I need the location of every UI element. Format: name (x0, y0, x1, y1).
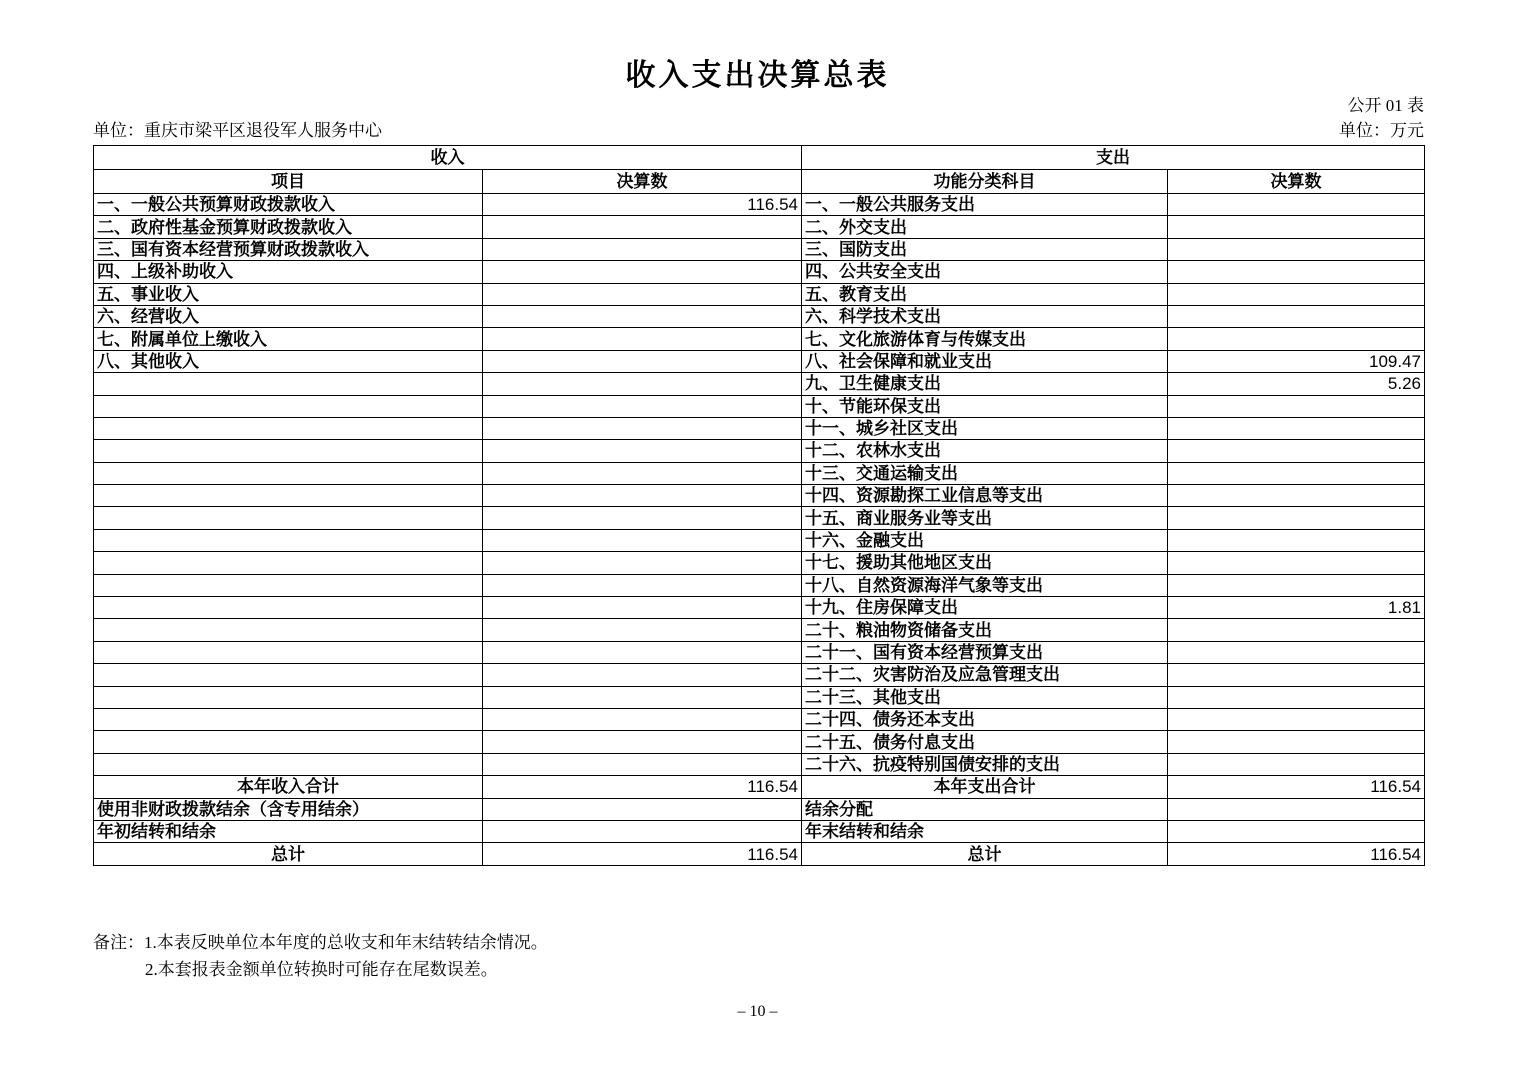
table-row (94, 507, 1425, 529)
table-row (94, 686, 1425, 708)
income-amount-cell (483, 597, 802, 619)
expense-item-cell: 二十四、债务还本支出 (802, 708, 1168, 730)
expense-item-cell: 二十二、灾害防治及应急管理支出 (802, 664, 1168, 686)
column-header-row (94, 170, 1425, 194)
income-item-cell (94, 686, 483, 708)
income-item-cell: 三、国有资本经营预算财政拨款收入 (94, 238, 483, 260)
expense-amount-cell (1168, 395, 1425, 417)
income-item-cell (94, 641, 483, 663)
income-amount-cell (483, 664, 802, 686)
expense-amount-cell: 1.81 (1168, 597, 1425, 619)
income-item-cell (94, 440, 483, 462)
expense-item-cell: 十二、农林水支出 (802, 440, 1168, 462)
note-line-1 (93, 929, 548, 956)
notes-block (93, 929, 548, 983)
note-line-2 (93, 956, 548, 983)
income-amount-cell (483, 305, 802, 327)
table-row (94, 619, 1425, 641)
page-title: 收入支出决算总表 (625, 59, 890, 92)
income-section-header: 收入 (94, 146, 802, 170)
expense-amount-cell (1168, 440, 1425, 462)
income-summary-label-cell: 总计 (94, 843, 483, 865)
table-row (94, 238, 1425, 260)
table-row (94, 373, 1425, 395)
table-row (94, 731, 1425, 753)
expense-amount-cell (1168, 664, 1425, 686)
expense-amount-cell (1168, 641, 1425, 663)
expense-item-cell: 十四、资源勘探工业信息等支出 (802, 485, 1168, 507)
meta-row (93, 116, 1424, 141)
table-row (94, 485, 1425, 507)
income-amount-cell (483, 328, 802, 350)
table-row (94, 641, 1425, 663)
table-row (94, 261, 1425, 283)
expense-summary-label-cell: 年末结转和结余 (802, 820, 1168, 842)
income-item-cell (94, 529, 483, 551)
income-amount-cell (483, 529, 802, 551)
expense-summary-amount-cell: 116.54 (1168, 776, 1425, 798)
table-code-label: 公开 01 表 (1347, 96, 1424, 115)
expense-summary-amount-cell (1168, 798, 1425, 820)
summary-row (94, 820, 1425, 842)
expense-amount-column-header: 决算数 (1168, 170, 1425, 194)
expense-amount-cell (1168, 283, 1425, 305)
income-item-cell (94, 417, 483, 439)
expense-amount-cell (1168, 305, 1425, 327)
expense-amount-cell (1168, 507, 1425, 529)
table-row (94, 417, 1425, 439)
expense-amount-cell (1168, 574, 1425, 596)
expense-amount-cell (1168, 261, 1425, 283)
expense-summary-amount-cell: 116.54 (1168, 843, 1425, 865)
expense-amount-cell (1168, 216, 1425, 238)
currency-unit-label: 单位：万元 (1339, 121, 1424, 140)
table-row (94, 708, 1425, 730)
expense-item-cell: 二十六、抗疫特别国债安排的支出 (802, 753, 1168, 775)
income-item-cell: 四、上级补助收入 (94, 261, 483, 283)
income-item-cell: 一、一般公共预算财政拨款收入 (94, 194, 483, 216)
income-amount-cell (483, 283, 802, 305)
income-summary-amount-cell (483, 820, 802, 842)
table-row (94, 350, 1425, 372)
notes-prefix: 备注： (93, 933, 144, 952)
expense-amount-cell (1168, 238, 1425, 260)
expense-amount-cell (1168, 328, 1425, 350)
income-amount-cell (483, 731, 802, 753)
income-item-cell (94, 485, 483, 507)
income-amount-column-header: 决算数 (483, 170, 802, 194)
expense-item-cell: 十六、金融支出 (802, 529, 1168, 551)
income-amount-cell (483, 686, 802, 708)
table-row (94, 574, 1425, 596)
expense-amount-cell (1168, 619, 1425, 641)
income-item-cell (94, 731, 483, 753)
income-amount-cell (483, 216, 802, 238)
expense-item-cell: 二十三、其他支出 (802, 686, 1168, 708)
income-item-cell (94, 753, 483, 775)
expense-amount-cell (1168, 417, 1425, 439)
expense-item-column-header: 功能分类科目 (802, 170, 1168, 194)
page-number: – 10 – (737, 1003, 778, 1020)
summary-row (94, 798, 1425, 820)
table-row (94, 552, 1425, 574)
table-row (94, 194, 1425, 216)
income-amount-cell (483, 417, 802, 439)
income-amount-cell (483, 574, 802, 596)
income-amount-cell (483, 440, 802, 462)
expense-item-cell: 四、公共安全支出 (802, 261, 1168, 283)
income-item-cell (94, 507, 483, 529)
table-row (94, 753, 1425, 775)
income-expense-table (93, 145, 1425, 866)
income-item-cell (94, 462, 483, 484)
income-amount-cell (483, 238, 802, 260)
expense-item-cell: 八、社会保障和就业支出 (802, 350, 1168, 372)
income-item-cell (94, 664, 483, 686)
income-item-cell (94, 373, 483, 395)
expense-item-cell: 十五、商业服务业等支出 (802, 507, 1168, 529)
income-item-cell: 五、事业收入 (94, 283, 483, 305)
expense-item-cell: 十七、援助其他地区支出 (802, 552, 1168, 574)
expense-item-cell: 二十一、国有资本经营预算支出 (802, 641, 1168, 663)
expense-item-cell: 五、教育支出 (802, 283, 1168, 305)
expense-amount-cell (1168, 708, 1425, 730)
section-header-row (94, 146, 1425, 170)
income-summary-amount-cell (483, 798, 802, 820)
income-summary-label-cell: 使用非财政拨款结余（含专用结余） (94, 798, 483, 820)
expense-item-cell: 七、文化旅游体育与传媒支出 (802, 328, 1168, 350)
income-item-cell (94, 597, 483, 619)
income-amount-cell (483, 552, 802, 574)
income-amount-cell (483, 641, 802, 663)
expense-amount-cell (1168, 552, 1425, 574)
expense-amount-cell (1168, 686, 1425, 708)
income-summary-label-cell: 年初结转和结余 (94, 820, 483, 842)
note-text-1: 1.本表反映单位本年度的总收支和年末结转结余情况。 (144, 933, 548, 952)
expense-item-cell: 十八、自然资源海洋气象等支出 (802, 574, 1168, 596)
expense-item-cell: 二十五、债务付息支出 (802, 731, 1168, 753)
income-summary-label-cell: 本年收入合计 (94, 776, 483, 798)
expense-summary-amount-cell (1168, 820, 1425, 842)
income-item-cell (94, 395, 483, 417)
expense-summary-label-cell: 本年支出合计 (802, 776, 1168, 798)
expense-item-cell: 一、一般公共服务支出 (802, 194, 1168, 216)
income-amount-cell (483, 395, 802, 417)
income-amount-cell (483, 462, 802, 484)
table-row (94, 462, 1425, 484)
note-text-2: 2.本套报表金额单位转换时可能存在尾数误差。 (145, 960, 498, 979)
expense-item-cell: 十、节能环保支出 (802, 395, 1168, 417)
income-item-cell: 二、政府性基金预算财政拨款收入 (94, 216, 483, 238)
summary-row (94, 843, 1425, 865)
income-amount-cell (483, 708, 802, 730)
table-row (94, 440, 1425, 462)
expense-amount-cell (1168, 731, 1425, 753)
income-amount-cell: 116.54 (483, 194, 802, 216)
expense-item-cell: 十九、住房保障支出 (802, 597, 1168, 619)
income-amount-cell (483, 261, 802, 283)
table-row (94, 597, 1425, 619)
income-item-cell: 七、附属单位上缴收入 (94, 328, 483, 350)
reporting-unit-label: 单位：重庆市梁平区退役军人服务中心 (93, 121, 382, 140)
expense-amount-cell: 5.26 (1168, 373, 1425, 395)
expense-item-cell: 二、外交支出 (802, 216, 1168, 238)
expense-amount-cell (1168, 485, 1425, 507)
expense-amount-cell (1168, 194, 1425, 216)
table-row (94, 305, 1425, 327)
income-amount-cell (483, 753, 802, 775)
expense-amount-cell: 109.47 (1168, 350, 1425, 372)
expense-item-cell: 二十、粮油物资储备支出 (802, 619, 1168, 641)
expense-summary-label-cell: 结余分配 (802, 798, 1168, 820)
expense-item-cell: 三、国防支出 (802, 238, 1168, 260)
expense-amount-cell (1168, 462, 1425, 484)
income-amount-cell (483, 373, 802, 395)
expense-item-cell: 十三、交通运输支出 (802, 462, 1168, 484)
income-amount-cell (483, 350, 802, 372)
expense-amount-cell (1168, 529, 1425, 551)
income-item-cell (94, 708, 483, 730)
expense-summary-label-cell: 总计 (802, 843, 1168, 865)
income-item-cell: 六、经营收入 (94, 305, 483, 327)
table-row (94, 395, 1425, 417)
income-amount-cell (483, 507, 802, 529)
income-amount-cell (483, 485, 802, 507)
summary-row (94, 776, 1425, 798)
expense-section-header: 支出 (802, 146, 1425, 170)
table-row (94, 328, 1425, 350)
table-row (94, 216, 1425, 238)
income-amount-cell (483, 619, 802, 641)
table-row (94, 664, 1425, 686)
table-row (94, 529, 1425, 551)
expense-amount-cell (1168, 753, 1425, 775)
income-item-cell: 八、其他收入 (94, 350, 483, 372)
income-item-column-header: 项目 (94, 170, 483, 194)
income-summary-amount-cell: 116.54 (483, 843, 802, 865)
income-item-cell (94, 619, 483, 641)
income-summary-amount-cell: 116.54 (483, 776, 802, 798)
income-item-cell (94, 574, 483, 596)
expense-item-cell: 六、科学技术支出 (802, 305, 1168, 327)
table-row (94, 283, 1425, 305)
income-item-cell (94, 552, 483, 574)
expense-item-cell: 九、卫生健康支出 (802, 373, 1168, 395)
expense-item-cell: 十一、城乡社区支出 (802, 417, 1168, 439)
